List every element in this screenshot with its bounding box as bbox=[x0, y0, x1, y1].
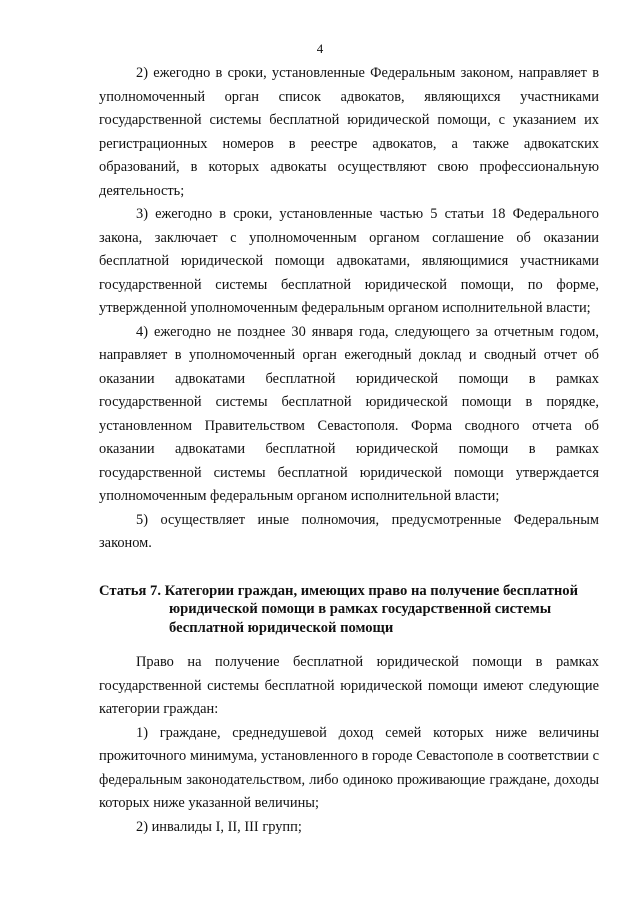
paragraph-intro: Право на получение бесплатной юридической помощи в рамках государственной системы бесплатной юридической помощи имеют следующие категории граждан: bbox=[99, 654, 599, 717]
paragraph-item-3: 3) ежегодно в сроки, установленные частью 5 статьи 18 Федерального закона, заключает с уполномоченным органом соглашение об оказании бесплатной юридической помощи адвокатами, являющимися участниками государственной системы бесплатной юридической помощи, по форме, утвержденной уполномоченным федеральным органом исполнительной власти; bbox=[99, 206, 599, 316]
article-heading-line: Статья 7. Категории граждан, имеющих право на получение бесплатной bbox=[99, 582, 578, 599]
paragraph-item-5: 5) осуществляет иные полномочия, предусмотренные Федеральным законом. bbox=[99, 511, 599, 551]
article-heading-line: бесплатной юридической помощи bbox=[169, 619, 394, 636]
paragraph-item-4: 4) ежегодно не позднее 30 января года, следующего за отчетным годом, направляет в уполномоченный орган ежегодный доклад и сводный отчет об оказании адвокатами бесплатной юридической помощи в рамках государственной системы бесплатной юридической помощи в порядке, установленном Правительством Севастополя. Форма сводного отчета об оказании адвокатами бесплатной юридической помощи в рамках государственной системы бесплатной юридической помощи утверждается уполномоченным федеральным органом исполнительной власти; bbox=[99, 323, 599, 504]
article-heading-line: юридической помощи в рамках государственной системы bbox=[169, 601, 552, 617]
document-body bbox=[99, 62, 599, 839]
page-number: 4 bbox=[316, 41, 324, 56]
article-heading bbox=[99, 582, 599, 638]
paragraph-item-2: 2) ежегодно в сроки, установленные Федеральным законом, направляет в уполномоченный орган список адвокатов, являющихся участниками государственной системы бесплатной юридической помощи, с указанием их регистрационных номеров в реестре адвокатов, а также адвокатских образований, в которых адвокаты осуществляют свою профессиональную деятельность; bbox=[99, 65, 599, 199]
paragraph-category-2: 2) инвалиды I, II, III групп; bbox=[136, 818, 302, 835]
paragraph-category-1: 1) граждане, среднедушевой доход семей которых ниже величины прожиточного минимума, установленного в городе Севастополе в соответствии с федеральным законодательством, либо одиноко проживающие граждане, доходы которых ниже указанной величины; bbox=[99, 724, 599, 811]
